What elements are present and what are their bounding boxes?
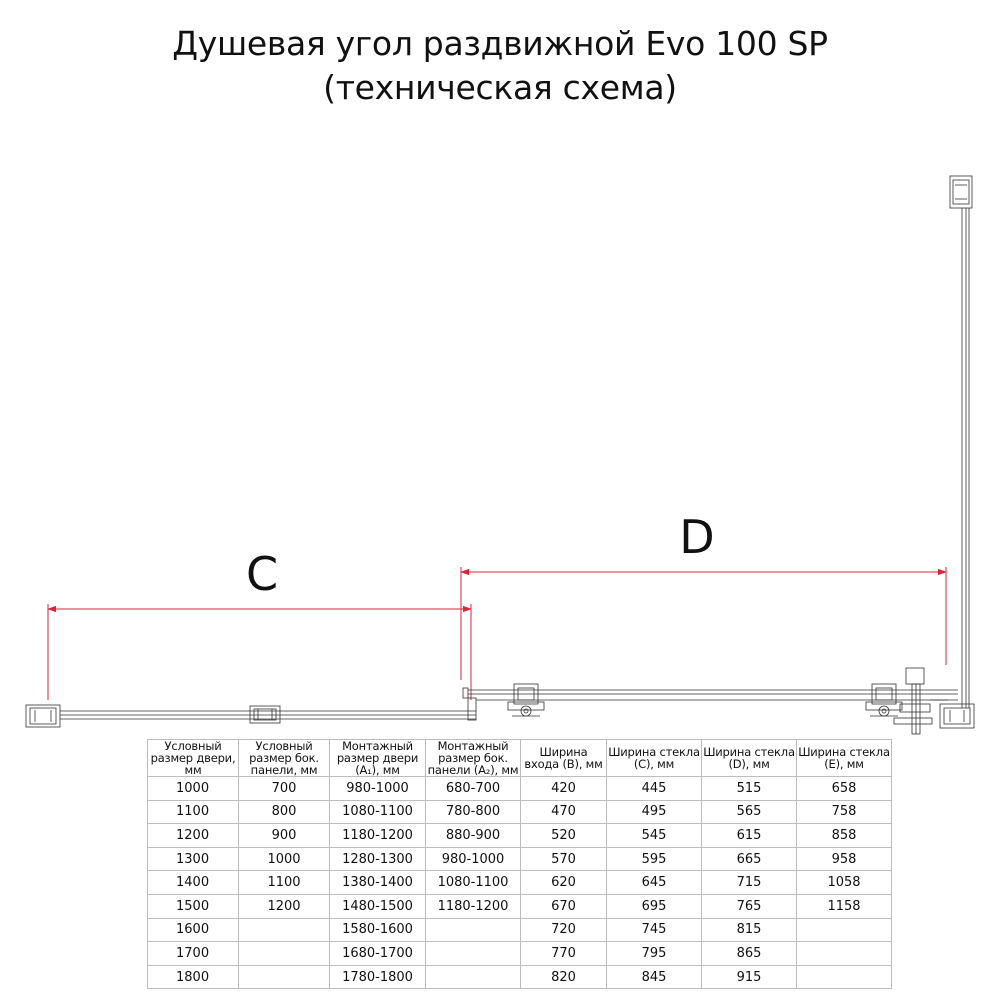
table-cell: 770	[521, 942, 607, 966]
table-cell: 1080-1100	[426, 871, 521, 895]
table-row	[148, 871, 892, 895]
table-cell: 880-900	[426, 824, 521, 848]
door-glass	[60, 688, 476, 720]
table-cell: 1000	[148, 777, 239, 801]
table-cell: 695	[607, 894, 702, 918]
fixed-glass	[468, 690, 958, 700]
table-cell: 980-1000	[426, 847, 521, 871]
table-cell: 1780-1800	[330, 965, 426, 989]
table-cell: 495	[607, 800, 702, 824]
table-cell	[426, 942, 521, 966]
table-cell: 780-800	[426, 800, 521, 824]
header-entry-width: Ширина входа (B), мм	[521, 740, 607, 777]
table-cell: 645	[607, 871, 702, 895]
table-cell: 565	[702, 800, 797, 824]
header-door-size: Условный размер двери, мм	[148, 740, 239, 777]
header-glass-e-width: Ширина стекла (E), мм	[797, 740, 892, 777]
table-cell: 820	[521, 965, 607, 989]
table-cell: 758	[797, 800, 892, 824]
table-cell: 545	[607, 824, 702, 848]
table-cell: 1058	[797, 871, 892, 895]
table-cell: 670	[521, 894, 607, 918]
table-cell: 1000	[239, 847, 330, 871]
table-cell: 858	[797, 824, 892, 848]
table-row	[148, 824, 892, 848]
door-handle-icon	[250, 706, 280, 723]
header-glass-c-width: Ширина стекла (C), мм	[607, 740, 702, 777]
table-cell	[426, 965, 521, 989]
table-cell: 1800	[148, 965, 239, 989]
table-cell: 745	[607, 918, 702, 942]
table-cell: 815	[702, 918, 797, 942]
table-cell	[797, 942, 892, 966]
table-cell: 595	[607, 847, 702, 871]
table-cell: 1300	[148, 847, 239, 871]
table-cell: 865	[702, 942, 797, 966]
table-cell: 715	[702, 871, 797, 895]
header-glass-d-width: Ширина стекла (D), мм	[702, 740, 797, 777]
table-cell: 1380-1400	[330, 871, 426, 895]
table-cell: 470	[521, 800, 607, 824]
title-line-1: Душевая угол раздвижной Evo 100 SP	[172, 24, 828, 63]
dimension-d	[461, 510, 946, 680]
table-cell: 665	[702, 847, 797, 871]
table-cell	[239, 942, 330, 966]
table-row	[148, 965, 892, 989]
table-cell: 570	[521, 847, 607, 871]
table-cell: 1180-1200	[426, 894, 521, 918]
table-cell: 765	[702, 894, 797, 918]
table-cell: 1200	[148, 824, 239, 848]
table-cell: 800	[239, 800, 330, 824]
table-row	[148, 800, 892, 824]
table-cell: 845	[607, 965, 702, 989]
table-cell: 915	[702, 965, 797, 989]
table-cell: 1180-1200	[330, 824, 426, 848]
title-line-2: (техническая схема)	[323, 68, 677, 107]
table-cell: 1280-1300	[330, 847, 426, 871]
left-wall-profile	[26, 705, 60, 727]
dimension-d-label: D	[679, 510, 715, 564]
table-cell: 1480-1500	[330, 894, 426, 918]
table-cell	[797, 965, 892, 989]
table-cell: 720	[521, 918, 607, 942]
table-cell: 1100	[239, 871, 330, 895]
table-cell	[239, 918, 330, 942]
table-cell	[239, 965, 330, 989]
table-cell: 445	[607, 777, 702, 801]
table-cell: 420	[521, 777, 607, 801]
header-door-mount-size: Монтажный размер двери (A₁), мм	[330, 740, 426, 777]
dimension-c-label: C	[245, 547, 279, 601]
table-cell: 680-700	[426, 777, 521, 801]
table-cell: 1500	[148, 894, 239, 918]
table-cell: 1600	[148, 918, 239, 942]
header-side-panel-mount-size: Монтажный размер бок. панели (A₂), мм	[426, 740, 521, 777]
dimension-c	[48, 547, 471, 700]
table-row	[148, 777, 892, 801]
size-table	[147, 739, 892, 989]
table-row	[148, 894, 892, 918]
table-cell	[426, 918, 521, 942]
table-cell: 900	[239, 824, 330, 848]
table-cell: 1580-1600	[330, 918, 426, 942]
table-row	[148, 942, 892, 966]
table-cell: 1700	[148, 942, 239, 966]
table-row	[148, 847, 892, 871]
table-cell: 958	[797, 847, 892, 871]
table-cell: 520	[521, 824, 607, 848]
table-cell: 515	[702, 777, 797, 801]
table-cell: 1200	[239, 894, 330, 918]
table-row	[148, 918, 892, 942]
table-cell: 1100	[148, 800, 239, 824]
table-cell: 615	[702, 824, 797, 848]
table-cell: 1080-1100	[330, 800, 426, 824]
table-cell: 620	[521, 871, 607, 895]
table-cell: 980-1000	[330, 777, 426, 801]
table-cell: 700	[239, 777, 330, 801]
table-cell	[797, 918, 892, 942]
header-side-panel-size: Условный размер бок. панели, мм	[239, 740, 330, 777]
table-cell: 1158	[797, 894, 892, 918]
table-cell: 1680-1700	[330, 942, 426, 966]
table-cell: 1400	[148, 871, 239, 895]
table-cell: 795	[607, 942, 702, 966]
side-panel-profile	[950, 176, 972, 708]
table-cell: 658	[797, 777, 892, 801]
table-header-row	[148, 740, 892, 777]
